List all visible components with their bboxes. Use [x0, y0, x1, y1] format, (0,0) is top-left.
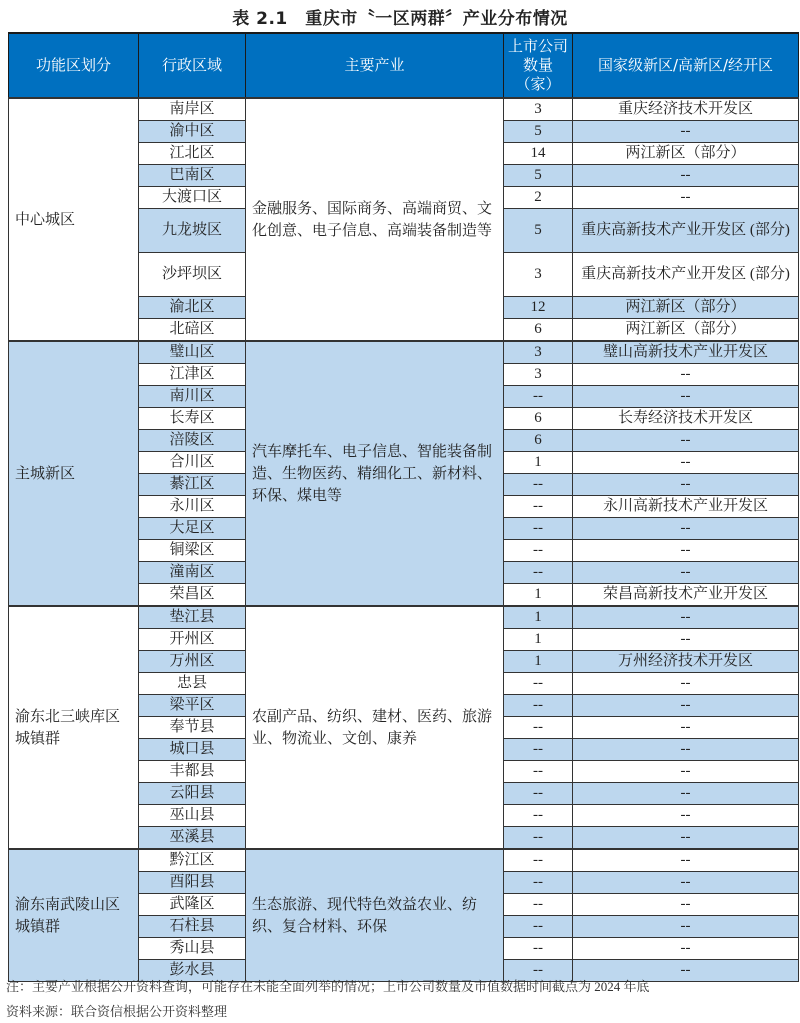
zone-cell: -- [573, 452, 799, 474]
listed-count-cell: -- [504, 496, 573, 518]
zone-cell: -- [573, 474, 799, 496]
listed-count-cell: 2 [504, 187, 573, 209]
industry-distribution-table [8, 32, 799, 982]
zone-cell: 重庆经济技术开发区 [573, 98, 799, 121]
listed-count-cell: -- [504, 894, 573, 916]
district-cell: 石柱县 [139, 916, 246, 938]
district-cell: 渝中区 [139, 121, 246, 143]
industries-cell: 金融服务、国际商务、高端商贸、文化创意、电子信息、高端装备制造等 [246, 98, 504, 341]
listed-count-cell: 1 [504, 629, 573, 651]
zone-cell: -- [573, 960, 799, 982]
listed-count-cell: 14 [504, 143, 573, 165]
district-cell: 南岸区 [139, 98, 246, 121]
industries-cell: 生态旅游、现代特色效益农业、纺织、复合材料、环保 [246, 849, 504, 982]
district-cell: 江北区 [139, 143, 246, 165]
district-cell: 酉阳县 [139, 872, 246, 894]
table-row [9, 849, 799, 872]
listed-count-cell: -- [504, 717, 573, 739]
district-cell: 沙坪坝区 [139, 253, 246, 297]
district-cell: 大渡口区 [139, 187, 246, 209]
table-row [9, 606, 799, 629]
listed-count-cell: 12 [504, 297, 573, 319]
zone-cell: -- [573, 849, 799, 872]
zone-cell: -- [573, 761, 799, 783]
zone-cell: -- [573, 872, 799, 894]
district-cell: 巫溪县 [139, 827, 246, 850]
zone-cell: -- [573, 606, 799, 629]
district-cell: 长寿区 [139, 408, 246, 430]
listed-count-cell: -- [504, 695, 573, 717]
listed-count-cell: -- [504, 474, 573, 496]
district-cell: 璧山区 [139, 341, 246, 364]
zone-cell: -- [573, 430, 799, 452]
listed-count-cell: 1 [504, 606, 573, 629]
table-note: 注：主要产业根据公开资料查询，可能存在未能全面列举的情况；上市公司数量及市值数据时间截点为 2024 年底 [6, 979, 650, 994]
zone-cell: -- [573, 739, 799, 761]
listed-count-cell: 1 [504, 452, 573, 474]
listed-count-cell: -- [504, 960, 573, 982]
listed-count-cell: -- [504, 673, 573, 695]
listed-count-cell: 6 [504, 319, 573, 342]
function-zone-cell: 主城新区 [9, 341, 139, 606]
table-title: 表 2.1 重庆市〝一区两群〞产业分布情况 [232, 9, 568, 29]
zone-cell: 重庆高新技术产业开发区 (部分) [573, 209, 799, 253]
zone-cell: 长寿经济技术开发区 [573, 408, 799, 430]
zone-cell: -- [573, 629, 799, 651]
district-cell: 黔江区 [139, 849, 246, 872]
district-cell: 铜梁区 [139, 540, 246, 562]
header-district: 行政区域 [139, 33, 246, 98]
table-source: 资料来源：联合资信根据公开资料整理 [6, 1004, 228, 1019]
zone-cell: -- [573, 916, 799, 938]
table-row [9, 341, 799, 364]
listed-count-cell: 3 [504, 364, 573, 386]
listed-count-cell: -- [504, 805, 573, 827]
listed-count-cell: -- [504, 761, 573, 783]
listed-count-cell: 6 [504, 408, 573, 430]
listed-count-cell: 3 [504, 253, 573, 297]
table-header-row [9, 33, 799, 98]
district-cell: 奉节县 [139, 717, 246, 739]
listed-count-cell: 5 [504, 165, 573, 187]
zone-cell: 两江新区（部分） [573, 319, 799, 342]
district-cell: 潼南区 [139, 562, 246, 584]
listed-count-cell: -- [504, 518, 573, 540]
zone-cell: -- [573, 386, 799, 408]
district-cell: 云阳县 [139, 783, 246, 805]
district-cell: 巴南区 [139, 165, 246, 187]
industries-cell: 汽车摩托车、电子信息、智能装备制造、生物医药、精细化工、新材料、环保、煤电等 [246, 341, 504, 606]
listed-count-cell: 1 [504, 651, 573, 673]
table-body [9, 98, 799, 982]
district-cell: 南川区 [139, 386, 246, 408]
listed-count-cell: -- [504, 827, 573, 850]
district-cell: 涪陵区 [139, 430, 246, 452]
zone-cell: -- [573, 121, 799, 143]
district-cell: 垫江县 [139, 606, 246, 629]
zone-cell: -- [573, 540, 799, 562]
district-cell: 开州区 [139, 629, 246, 651]
district-cell: 渝北区 [139, 297, 246, 319]
zone-cell: 两江新区（部分） [573, 143, 799, 165]
header-function-zone: 功能区划分 [9, 33, 139, 98]
district-cell: 江津区 [139, 364, 246, 386]
header-industries: 主要产业 [246, 33, 504, 98]
district-cell: 九龙坡区 [139, 209, 246, 253]
district-cell: 綦江区 [139, 474, 246, 496]
zone-cell: -- [573, 673, 799, 695]
zone-cell: -- [573, 894, 799, 916]
header-listed-count: 上市公司数量（家） [504, 33, 573, 98]
district-cell: 秀山县 [139, 938, 246, 960]
table-row [9, 98, 799, 121]
listed-count-cell: 5 [504, 209, 573, 253]
zone-cell: 永川高新技术产业开发区 [573, 496, 799, 518]
zone-cell: 万州经济技术开发区 [573, 651, 799, 673]
district-cell: 万州区 [139, 651, 246, 673]
listed-count-cell: -- [504, 739, 573, 761]
district-cell: 永川区 [139, 496, 246, 518]
district-cell: 丰都县 [139, 761, 246, 783]
district-cell: 彭水县 [139, 960, 246, 982]
district-cell: 武隆区 [139, 894, 246, 916]
zone-cell: -- [573, 827, 799, 850]
listed-count-cell: 1 [504, 584, 573, 607]
zone-cell: -- [573, 187, 799, 209]
listed-count-cell: -- [504, 562, 573, 584]
zone-cell: -- [573, 364, 799, 386]
listed-count-cell: 3 [504, 341, 573, 364]
zone-cell: -- [573, 518, 799, 540]
listed-count-cell: -- [504, 849, 573, 872]
district-cell: 合川区 [139, 452, 246, 474]
listed-count-cell: 3 [504, 98, 573, 121]
function-zone-cell: 中心城区 [9, 98, 139, 341]
zone-cell: -- [573, 717, 799, 739]
header-zones: 国家级新区/高新区/经开区 [573, 33, 799, 98]
district-cell: 城口县 [139, 739, 246, 761]
zone-cell: -- [573, 695, 799, 717]
district-cell: 巫山县 [139, 805, 246, 827]
zone-cell: 璧山高新技术产业开发区 [573, 341, 799, 364]
industries-cell: 农副产品、纺织、建材、医药、旅游业、物流业、文创、康养 [246, 606, 504, 849]
zone-cell: -- [573, 165, 799, 187]
zone-cell: -- [573, 562, 799, 584]
district-cell: 忠县 [139, 673, 246, 695]
function-zone-cell: 渝东北三峡库区城镇群 [9, 606, 139, 849]
zone-cell: 荣昌高新技术产业开发区 [573, 584, 799, 607]
zone-cell: -- [573, 805, 799, 827]
district-cell: 荣昌区 [139, 584, 246, 607]
listed-count-cell: 5 [504, 121, 573, 143]
listed-count-cell: -- [504, 938, 573, 960]
zone-cell: -- [573, 783, 799, 805]
district-cell: 梁平区 [139, 695, 246, 717]
district-cell: 大足区 [139, 518, 246, 540]
zone-cell: 重庆高新技术产业开发区 (部分) [573, 253, 799, 297]
listed-count-cell: -- [504, 872, 573, 894]
zone-cell: 两江新区（部分） [573, 297, 799, 319]
function-zone-cell: 渝东南武陵山区城镇群 [9, 849, 139, 982]
listed-count-cell: -- [504, 386, 573, 408]
listed-count-cell: 6 [504, 430, 573, 452]
listed-count-cell: -- [504, 783, 573, 805]
listed-count-cell: -- [504, 916, 573, 938]
zone-cell: -- [573, 938, 799, 960]
listed-count-cell: -- [504, 540, 573, 562]
district-cell: 北碚区 [139, 319, 246, 342]
